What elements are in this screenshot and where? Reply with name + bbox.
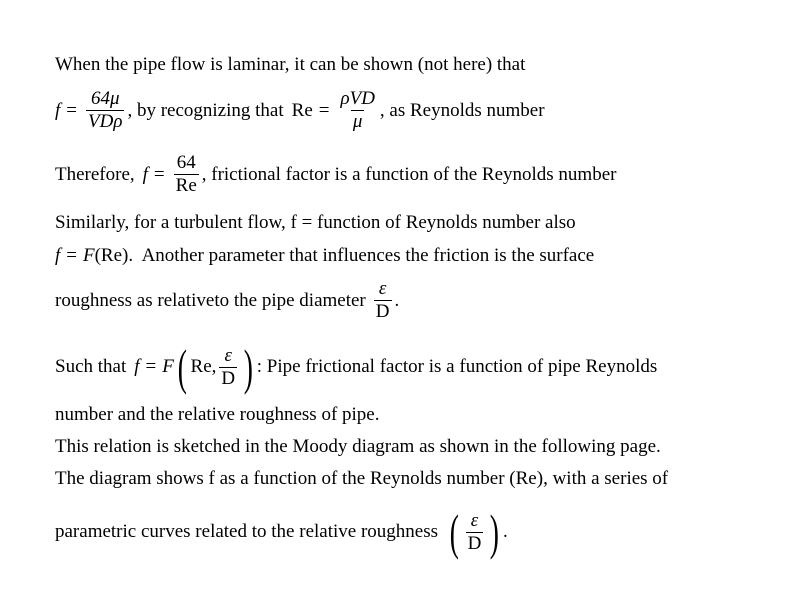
fraction-denominator: VDρ <box>88 111 123 132</box>
fraction-numerator: ε <box>224 344 232 366</box>
text-line-4: Similarly, for a turbulent flow, f = function of Reynolds number also <box>55 212 576 233</box>
laminar-fraction <box>174 152 199 197</box>
equation-line-5 <box>55 245 594 267</box>
equals-sign: = <box>153 163 165 185</box>
text-segment: . <box>503 521 508 542</box>
equation-line-6 <box>55 278 399 323</box>
text-segment: parametric curves related to the relative roughness <box>55 521 438 542</box>
text-segment: : Pipe frictional factor is a function of pipe Reynolds <box>256 356 658 377</box>
fraction-denominator: D <box>375 301 390 322</box>
relative-roughness-fraction <box>374 278 392 323</box>
text-segment: Re, <box>190 356 217 377</box>
left-paren: ( <box>177 339 187 395</box>
text-segment: Therefore, <box>55 163 135 185</box>
text-segment: , by recognizing that <box>127 99 284 121</box>
fraction-denominator: μ <box>352 111 363 132</box>
fraction-numerator: ε <box>470 509 479 531</box>
text-line-1: When the pipe flow is laminar, it can be shown (not here) that <box>55 54 526 75</box>
fraction-denominator: D <box>467 532 482 554</box>
text-line-9: This relation is sketched in the Moody diagram as shown in the following page. <box>55 436 661 457</box>
relative-roughness-fraction <box>466 510 484 555</box>
text-segment: , as Reynolds number <box>379 99 545 121</box>
re-symbol: Re <box>291 99 313 121</box>
text-line-8: number and the relative roughness of pipe. <box>55 404 380 425</box>
f-symbol: f <box>55 99 61 121</box>
equals-sign: = <box>318 99 330 121</box>
equals-sign: = <box>66 245 77 266</box>
fraction-numerator: 64 <box>176 152 196 173</box>
right-paren: ) <box>243 339 254 395</box>
text-segment: Another parameter that influences the friction is the surface <box>133 245 595 266</box>
equals-sign: = <box>66 99 77 121</box>
f-symbol: f <box>134 356 140 377</box>
left-paren: ( <box>449 504 459 560</box>
equals-sign: = <box>145 356 157 377</box>
equation-line-11 <box>55 504 508 560</box>
equation-line-2 <box>55 88 545 133</box>
reynolds-fraction <box>338 88 376 133</box>
equation-line-3 <box>55 152 616 197</box>
text-line-10: The diagram shows f as a function of the Reynolds number (Re), with a series of <box>55 468 669 489</box>
relative-roughness-fraction <box>219 345 237 390</box>
text-segment: , frictional factor is a function of the Reynolds number <box>201 163 617 185</box>
text-segment: Such that <box>55 356 127 377</box>
right-paren: ) <box>490 504 500 560</box>
text-segment: roughness as relativeto the pipe diameter <box>55 289 366 311</box>
f-symbol: f <box>55 245 61 266</box>
fraction-numerator: ε <box>378 278 387 299</box>
F-symbol: F <box>162 356 174 377</box>
friction-fraction <box>86 88 124 133</box>
fraction-denominator: Re <box>175 175 197 196</box>
fraction-denominator: D <box>221 367 236 389</box>
fraction-numerator: ρVD <box>340 88 375 109</box>
text-segment: (Re). <box>94 245 134 266</box>
fraction-numerator: 64μ <box>90 88 120 109</box>
text-segment: . <box>394 289 400 311</box>
F-symbol: F <box>83 245 95 266</box>
equation-line-7 <box>55 339 658 395</box>
f-symbol: f <box>142 163 148 185</box>
